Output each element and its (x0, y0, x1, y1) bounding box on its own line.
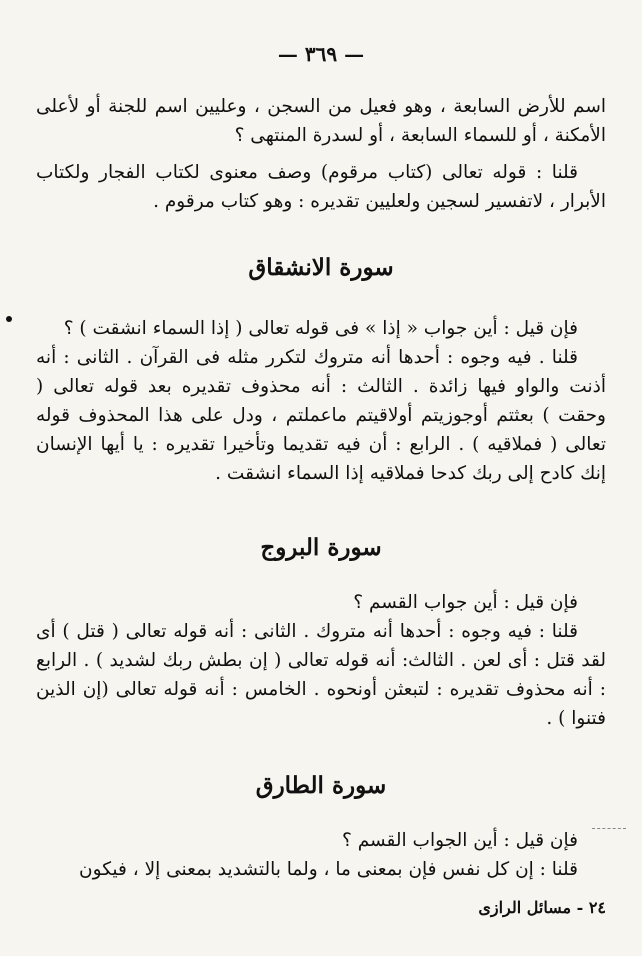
section-heading-buruj: سورة البروج (260, 534, 382, 561)
section-buruj-body (36, 588, 606, 733)
paragraph: فإن قيل : أين الجواب القسم ؟ (342, 830, 578, 851)
paragraph: قلنا . فيه وجوه : أحدها أنه متروك لتكرر مثله فى القرآن . الثانى : أنه أذنت والواو فيها زائدة . الثالث : أنه محذوف تقديره بعد قوله تعالى ( وحقت ) بعثتم أوجوزيتم أولاقيتم ماعملتم ، ودل على هذا المحذوف قوله تعالى ( فملاقيه ) . الرابع : أن فيه تقديما وتأخيرا تقديره : يا أيها الإنسان إنك كادح إلى ربك كدحا فملاقيه إذا السماء انشقت . (36, 347, 606, 484)
paragraph: قلنا : فيه وجوه : أحدها أنه متروك . الثانى : أنه قوله تعالى ( قتل ) أى لقد قتل : أى لعن . الثالث: أنه قوله تعالى ( إن بطش ربك لشديد ) . الرابع : أنه محذوف تقديره : لتبعثن أونحوه . الخامس : أنه قوله تعالى (إن الذين فتنوا ) . (36, 621, 606, 729)
section-heading-tariq: سورة الطارق (255, 772, 387, 799)
signature-footer: ٢٤ - مسائل الرازى (478, 898, 606, 917)
paragraph: قلنا : إن كل نفس فإن بمعنى ما ، ولما بالتشديد بمعنى إلا ، فيكون (79, 859, 578, 880)
paragraph: قلنا : قوله تعالى (كتاب مرقوم) وصف معنوى لكتاب الفجار ولكتاب الأبرار ، لاتفسير لسجين ولعليين تقديره : وهو كتاب مرقوم . (36, 162, 606, 212)
page-number: — ٣٦٩ — (277, 42, 365, 66)
margin-mark (6, 316, 12, 322)
section-inshiqaq-body (36, 314, 606, 488)
section-tariq-body (36, 826, 606, 884)
section-heading-inshiqaq: سورة الانشقاق (248, 254, 394, 281)
paragraph: اسم للأرض السابعة ، وهو فعيل من السجن ، وعليين اسم للجنة أو لأعلى الأمكنة ، أو للسماء السابعة ، أو لسدرة المنتهى ؟ (36, 96, 606, 146)
paragraph: فإن قيل : أين جواب « إذا » فى قوله تعالى ( إذا السماء انشقت ) ؟ (63, 318, 578, 339)
section-intro-body (36, 92, 606, 216)
paragraph: فإن قيل : أين جواب القسم ؟ (353, 592, 578, 613)
